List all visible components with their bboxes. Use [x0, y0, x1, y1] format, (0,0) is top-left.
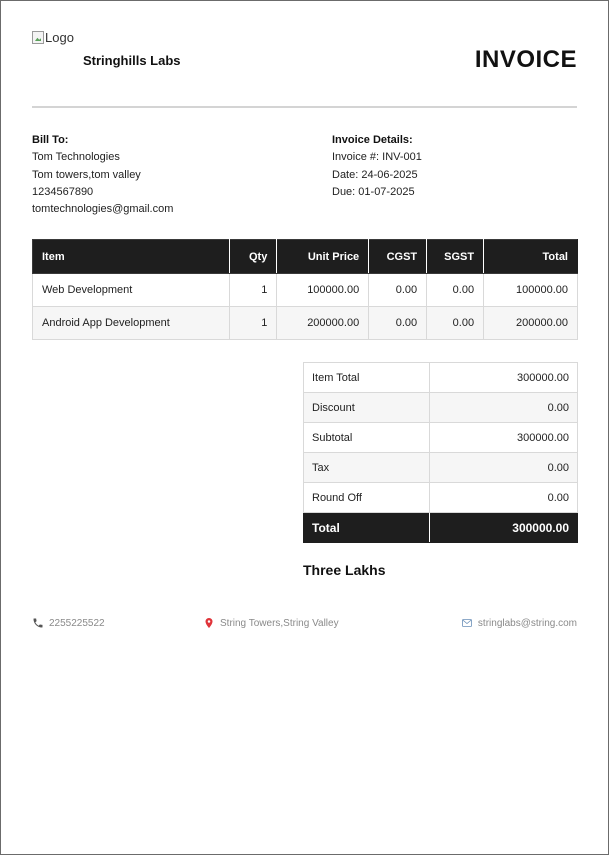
footer-email-text: stringlabs@string.com: [477, 617, 577, 629]
summary-row-subtotal: [304, 423, 578, 453]
amount-in-words: Three Lakhs: [303, 562, 386, 578]
qty-cell: 1: [230, 307, 277, 340]
column-header-total: Total: [484, 240, 578, 274]
customer-phone: 1234567890: [32, 185, 94, 198]
line-items-table: [32, 239, 578, 340]
column-header-item: Item: [33, 240, 230, 274]
cgst-cell: 0.00: [369, 274, 427, 307]
footer-address-text: String Towers,String Valley: [220, 617, 339, 629]
column-header-sgst: SGST: [427, 240, 484, 274]
grand-total-value: 300000.00: [429, 513, 577, 543]
sgst-cell: 0.00: [427, 274, 484, 307]
summary-table: [303, 362, 578, 543]
customer-address: Tom towers,tom valley: [32, 168, 141, 181]
unit-price-cell: 200000.00: [277, 307, 369, 340]
table-row: [33, 307, 578, 340]
line-total-cell: 100000.00: [484, 274, 578, 307]
summary-row-round-off: [304, 483, 578, 513]
logo-alt-text: Logo: [45, 30, 74, 45]
bill-to-section: [32, 132, 173, 218]
item-name-cell: Web Development: [33, 274, 230, 307]
map-pin-icon: [203, 617, 215, 629]
customer-name: Tom Technologies: [32, 151, 120, 164]
item-name-cell: Android App Development: [33, 307, 230, 340]
summary-value: 0.00: [429, 393, 577, 423]
table-header-row: [33, 240, 578, 274]
customer-email: tomtechnologies@gmail.com: [32, 203, 174, 216]
envelope-icon: [461, 617, 473, 629]
cgst-cell: 0.00: [369, 307, 427, 340]
invoice-number: Invoice #: INV-001: [332, 151, 422, 164]
summary-label: Round Off: [304, 483, 430, 513]
header-divider: [32, 106, 577, 108]
summary-row-discount: [304, 393, 578, 423]
summary-label: Item Total: [304, 363, 430, 393]
sgst-cell: 0.00: [427, 307, 484, 340]
summary-label: Tax: [304, 453, 430, 483]
invoice-due-date: Due: 01-07-2025: [332, 185, 415, 198]
column-header-cgst: CGST: [369, 240, 427, 274]
summary-value: 300000.00: [429, 363, 577, 393]
invoice-details-section: [332, 132, 422, 201]
footer-phone-text: 2255225522: [49, 617, 105, 629]
column-header-qty: Qty: [230, 240, 277, 274]
broken-image-icon: [32, 31, 44, 44]
summary-row-item-total: [304, 363, 578, 393]
grand-total-label: Total: [304, 513, 430, 543]
summary-label: Discount: [304, 393, 430, 423]
grand-total-row: [304, 513, 578, 543]
qty-cell: 1: [230, 274, 277, 307]
unit-price-cell: 100000.00: [277, 274, 369, 307]
summary-label: Subtotal: [304, 423, 430, 453]
invoice-title: INVOICE: [474, 46, 577, 73]
footer-phone: [32, 617, 105, 629]
table-row: [33, 274, 578, 307]
invoice-details-title: Invoice Details:: [332, 134, 413, 146]
summary-value: 0.00: [429, 483, 577, 513]
company-name: Stringhills Labs: [83, 53, 181, 68]
summary-value: 0.00: [429, 453, 577, 483]
invoice-date: Date: 24-06-2025: [332, 168, 418, 181]
summary-row-tax: [304, 453, 578, 483]
footer-email: [461, 617, 577, 629]
line-total-cell: 200000.00: [484, 307, 578, 340]
company-logo: [32, 30, 74, 45]
bill-to-title: Bill To:: [32, 134, 69, 146]
summary-value: 300000.00: [429, 423, 577, 453]
footer-address: [203, 617, 339, 629]
footer: [32, 617, 577, 631]
phone-icon: [32, 617, 44, 629]
column-header-unit-price: Unit Price: [277, 240, 369, 274]
